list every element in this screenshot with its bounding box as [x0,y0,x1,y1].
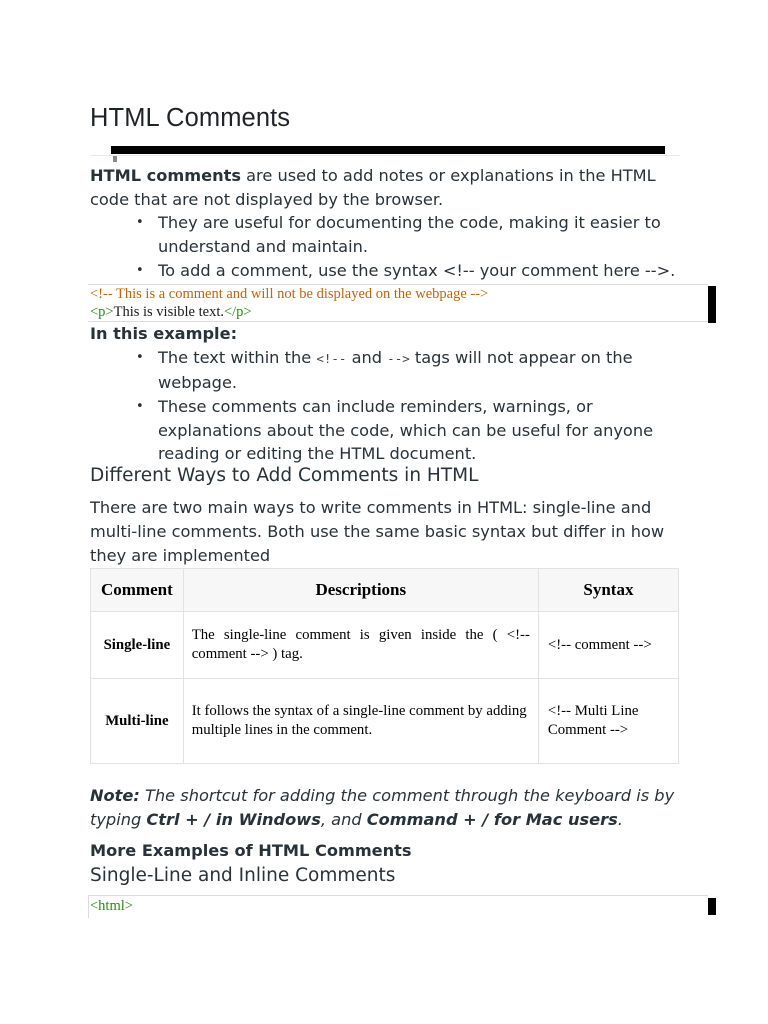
note-label: Note: [90,786,140,806]
title-underline-bar [111,146,665,154]
table-header-cell: Comment [91,569,184,612]
comparison-table [90,568,679,764]
bullet-text: and [346,348,388,367]
list-item: • They are useful for documenting the code, making it easier to understand and maintain. [90,211,680,258]
intro-rest: are used to add notes or explanations in the HTML code that are not displayed by the browser. [90,166,656,209]
table-header-cell: Syntax [538,569,678,612]
intro-paragraph [90,164,680,211]
intro-bullet-list [90,211,680,284]
table-row [91,679,679,764]
note-text: The shortcut for adding the comment through the keyboard is by typing [90,786,675,830]
table-cell-syntax: <!-- comment --> [538,612,678,679]
code-scroll-marker [708,286,716,323]
inline-code: --> [387,351,410,366]
table-row [91,612,679,679]
intro-bold-term: HTML comments [90,166,241,185]
code-html-tag-line: <html> [90,898,133,914]
table-cell-comment: Single-line [91,612,184,679]
code-paragraph-line [88,303,708,321]
example-heading: In this example: [90,324,238,343]
table-header-row [91,569,679,612]
list-item: • To add a comment, use the syntax <!-- your comment here -->. [90,259,680,283]
title-divider [90,155,680,156]
table-cell-comment: Multi-line [91,679,184,764]
note-paragraph [90,784,690,832]
page-title: HTML Comments [90,104,291,132]
example-bullet-list [90,346,680,467]
note-text: . [617,810,623,830]
table-cell-description: The single-line comment is given inside the ( <!-- comment --> ) tag. [183,612,538,679]
more-examples-heading: More Examples of HTML Comments [90,841,412,860]
table-cell-syntax: <!-- Multi Line Comment --> [538,679,678,764]
code-comment-line: <!-- This is a comment and will not be displayed on the webpage --> [90,286,489,302]
ways-heading: Different Ways to Add Comments in HTML [90,465,479,486]
code-scroll-marker [708,898,716,915]
bullet-text: The text within the [158,348,317,367]
code-open-tag: <p> [90,304,114,320]
code-block[interactable] [88,284,708,322]
code-gutter [88,896,89,918]
note-mac-shortcut: Command + / for Mac users [366,810,618,830]
inline-code: <!-- [316,351,347,366]
note-windows-shortcut: Ctrl + / in Windows [146,810,321,830]
bullet-text: tags will not appear on the webpage. [158,348,633,392]
single-line-heading: Single-Line and Inline Comments [90,865,396,886]
ways-paragraph: There are two main ways to write comments in HTML: single-line and multi-line comments. Both use the same basic syntax but differ in how they are implemented [90,498,665,565]
table-header-cell: Descriptions [183,569,538,612]
code-visible-text: This is visible text. [113,304,224,320]
list-item: • These comments can include reminders, warnings, or explanations about the code, which can be useful for anyone reading or editing the HTML document. [90,395,680,466]
list-item [90,346,680,394]
code-close-tag: </p> [223,304,252,320]
text-caret-icon [113,156,117,162]
code-block[interactable] [88,895,708,918]
note-text: , and [320,810,367,830]
table-cell-description: It follows the syntax of a single-line comment by adding multiple lines in the comment. [183,679,538,764]
